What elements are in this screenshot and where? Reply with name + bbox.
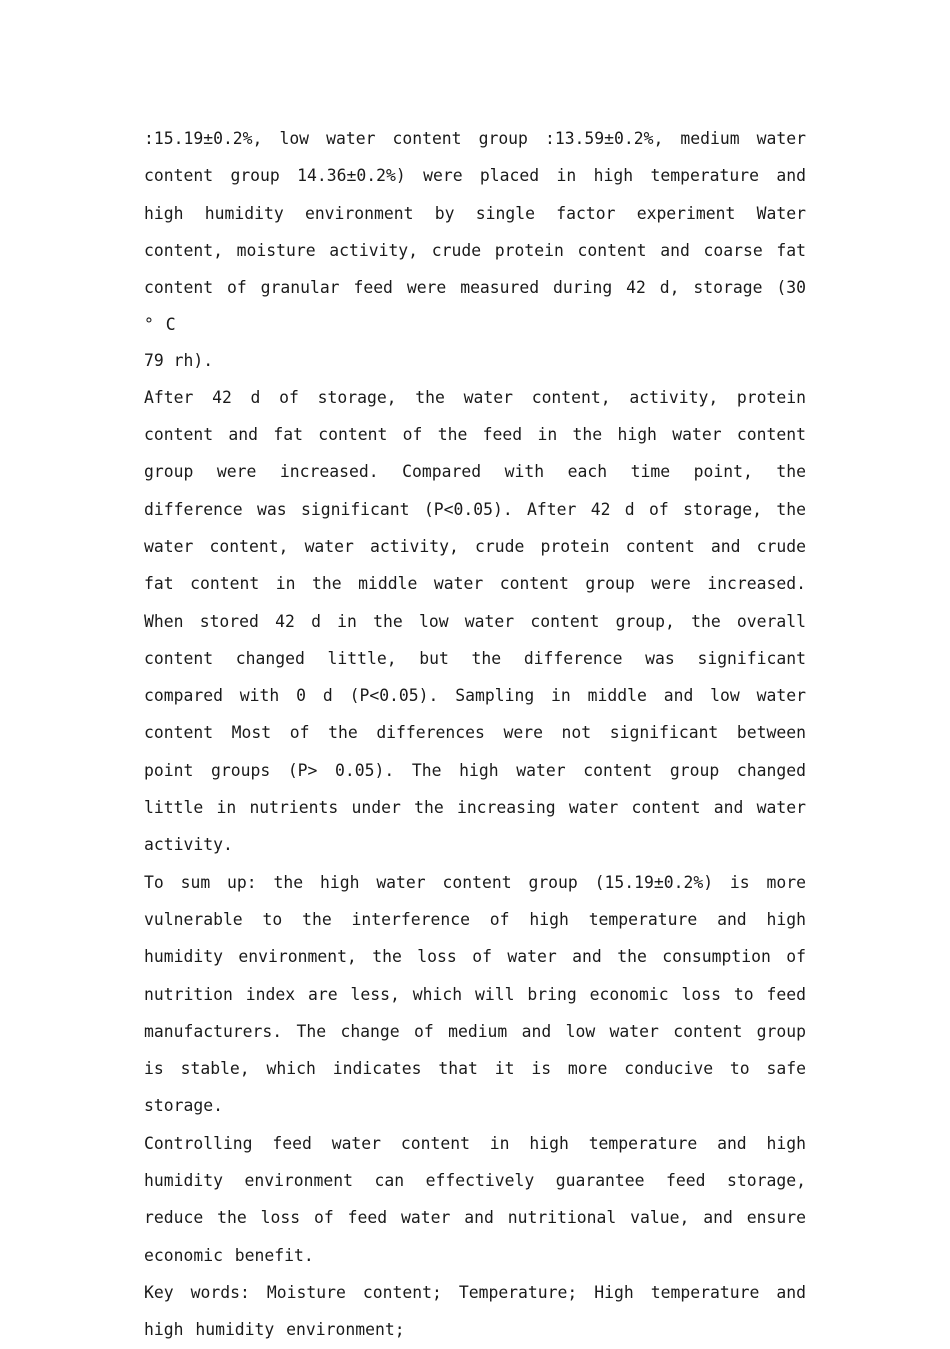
abstract-paragraph-conclusion: Controlling feed water content in high temperature and high humidity environment can effectively guarantee feed storage, reduce the loss of feed water and nutritional value, and ensure economic benefit.: [144, 1133, 806, 1265]
abstract-paragraph-methods: :15.19±0.2%, low water content group :13.59±0.2%, medium water content group 14.36±0.2%) were placed in high temperature and high humidity environment by single factor experiment Water content, moisture activity, crude protein content and coarse fat content of granular feed were measured during 42 d, storage (30 ° C: [144, 129, 806, 335]
key-words: Key words: Moisture content; Temperature; High temperature and high humidity environment;: [144, 1282, 806, 1340]
abstract-paragraph-summary: To sum up: the high water content group (15.19±0.2%) is more vulnerable to the interference of high temperature and high humidity environment, the loss of water and the consumption of nutrition index are less, which will bring economic loss to feed manufacturers. The change of medium and low water content group is stable, which indicates that it is more conducive to safe storage.: [144, 872, 806, 1116]
document-page: [144, 120, 806, 1349]
abstract-paragraph-conditions: 79 rh).: [144, 350, 214, 370]
abstract-paragraph-results: After 42 d of storage, the water content, activity, protein content and fat content of the feed in the high water content group were increased. Compared with each time point, the difference was significant (P<0.05). After 42 d of storage, the water content, water activity, crude protein content and crude fat content in the middle water content group were increased. When stored 42 d in the low water content group, the overall content changed little, but the difference was significant compared with 0 d (P<0.05). Sampling in middle and low water content Most of the differences were not significant between point groups (P> 0.05). The high water content group changed little in nutrients under the increasing water content and water activity.: [144, 387, 806, 855]
